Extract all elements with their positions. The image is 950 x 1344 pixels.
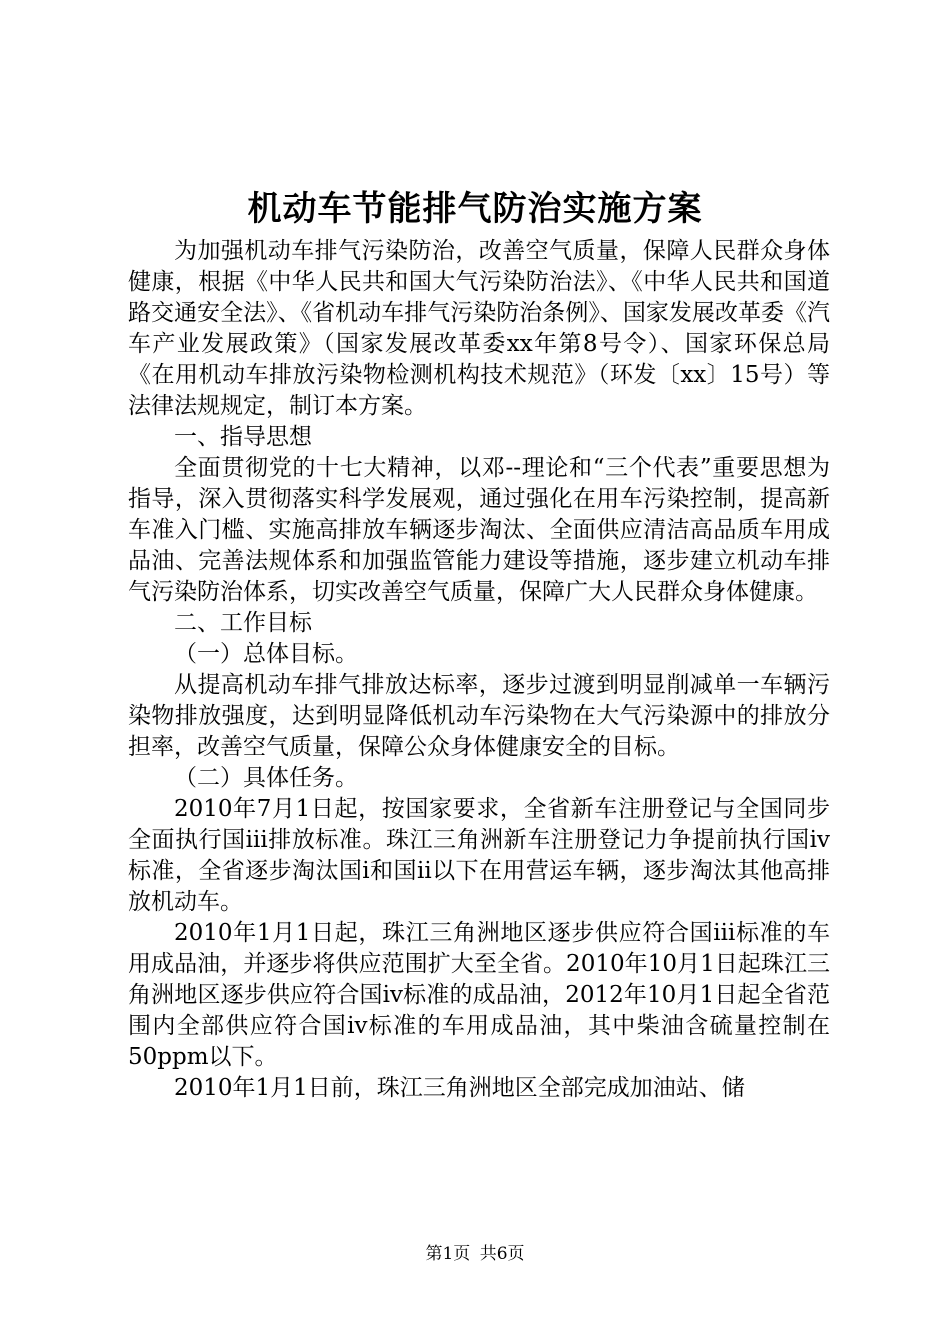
- paragraph-task-gas-stations: 2010年1月1日前，珠江三角洲地区全部完成加油站、储: [174, 1075, 745, 1101]
- document-body: [128, 236, 830, 1104]
- page-number: 第1页: [425, 1244, 471, 1264]
- heading-work-goals: 二、工作目标: [174, 610, 312, 636]
- heading-guiding-ideology: 一、指导思想: [174, 424, 312, 450]
- subheading-specific-tasks: （二）具体任务。: [174, 765, 358, 791]
- document-title: 机动车节能排气防治实施方案: [247, 189, 703, 229]
- paragraph-intro: 为加强机动车排气污染防治，改善空气质量，保障人民群众身体健康，根据《中华人民共和国大气污染防治法》、《中华人民共和国道路交通安全法》、《省机动车排气污染防治条例》、国家发展改革委《汽车产业发展政策》（国家发展改革委xx年第8号令）、国家环保总局《在用机动车排放污染物检测机构技术规范》（环发〔xx〕15号）等法律法规规定，制订本方案。: [128, 238, 830, 419]
- paragraph-task-new-vehicles: 2010年7月1日起，按国家要求，全省新车注册登记与全国同步全面执行国ⅲ排放标准。珠江三角洲新车注册登记力争提前执行国ⅳ标准，全省逐步淘汰国ⅰ和国ⅱ以下在用营运车辆，逐步淘汰其他高排放机动车。: [128, 796, 830, 915]
- paragraph-task-fuel-supply: 2010年1月1日起，珠江三角洲地区逐步供应符合国ⅲ标准的车用成品油，并逐步将供应范围扩大至全省。2010年10月1日起珠江三角洲地区逐步供应符合国ⅳ标准的成品油，2012年10月1日起全省范围内全部供应符合国ⅳ标准的车用成品油，其中柴油含硫量控制在50ppm以下。: [128, 920, 830, 1070]
- page-footer: [0, 1242, 950, 1266]
- page-total: 共6页: [479, 1244, 525, 1264]
- paragraph-overall-goal: 从提高机动车排气排放达标率，逐步过渡到明显削减单一车辆污染物排放强度，达到明显降低机动车污染物在大气污染源中的排放分担率，改善空气质量，保障公众身体健康安全的目标。: [128, 672, 830, 760]
- paragraph-guiding-ideology: 全面贯彻党的十七大精神，以邓--理论和“三个代表”重要思想为指导，深入贯彻落实科学发展观，通过强化在用车污染控制，提高新车准入门槛、实施高排放车辆逐步淘汰、全面供应清洁高品质车用成品油、完善法规体系和加强监管能力建设等措施，逐步建立机动车排气污染防治体系，切实改善空气质量，保障广大人民群众身体健康。: [128, 455, 830, 605]
- subheading-overall-goal: （一）总体目标。: [174, 641, 358, 667]
